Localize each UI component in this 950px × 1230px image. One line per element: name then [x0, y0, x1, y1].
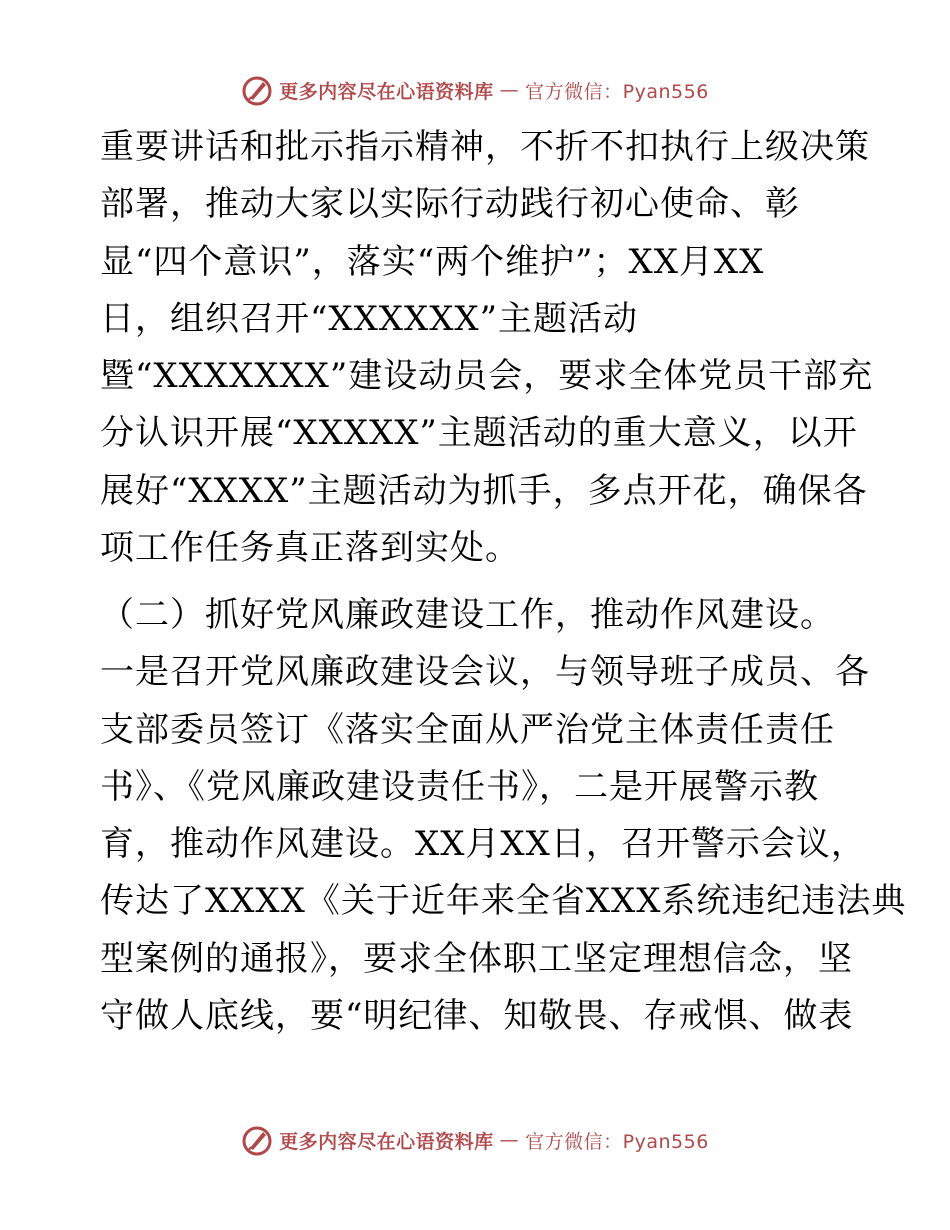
text-line: 育，推动作风建设。XX月XX日，召开警示会议， [100, 824, 866, 864]
text-line: 传达了XXXX《关于近年来全省XXX系统违纪违法典 [100, 881, 907, 922]
text-line: 守做人底线，要“明纪律、知敬畏、存戒惧、做表 [100, 995, 854, 1036]
quill-pen-logo-icon [241, 1124, 273, 1156]
header-wechat-text: 官方微信：Pyan556 [525, 80, 709, 103]
quill-pen-logo-icon [241, 74, 273, 106]
text-line: 支部委员签订《落实全面从严治党主体责任责任 [100, 709, 835, 750]
text-line: 暨“XXXXXXX”建设动员会，要求全体党员干部充 [100, 356, 874, 396]
footer-main-text: 更多内容尽在心语资料库 [279, 1130, 494, 1153]
document-body [100, 124, 907, 1050]
text-line: 书》、《党风廉政建设责任书》，二是开展警示教 [100, 766, 819, 807]
header-main-text: 更多内容尽在心语资料库 [279, 80, 494, 103]
header-separator: — [499, 79, 520, 101]
section-heading: （二）抓好党风廉政建设工作，推动作风建设。 [100, 595, 835, 635]
page-header-banner [0, 70, 950, 110]
text-line: 展好“XXXX”主题活动为抓手，多点开花，确保各 [100, 470, 868, 511]
text-line: 一是召开党风廉政建设会议，与领导班子成员、各 [100, 652, 870, 693]
text-line: 日，组织召开“XXXXXX”主题活动 [100, 298, 638, 339]
text-line: 项工作任务真正落到实处。 [100, 527, 520, 568]
text-line: 重要讲话和批示指示精神，不折不扣执行上级决策 [100, 127, 870, 167]
text-line: 部署，推动大家以实际行动践行初心使命、彰 [100, 184, 800, 225]
footer-separator: — [499, 1129, 520, 1151]
footer-wechat-text: 官方微信：Pyan556 [525, 1130, 709, 1153]
page-footer-banner [0, 1120, 950, 1160]
text-line: 分认识开展“XXXXX”主题活动的重大意义，以开 [100, 413, 858, 454]
text-line: 显“四个意识”，落实“两个维护”；XX月XX [100, 241, 765, 282]
text-line: 型案例的通报》，要求全体职工坚定理想信念，坚 [100, 938, 853, 979]
